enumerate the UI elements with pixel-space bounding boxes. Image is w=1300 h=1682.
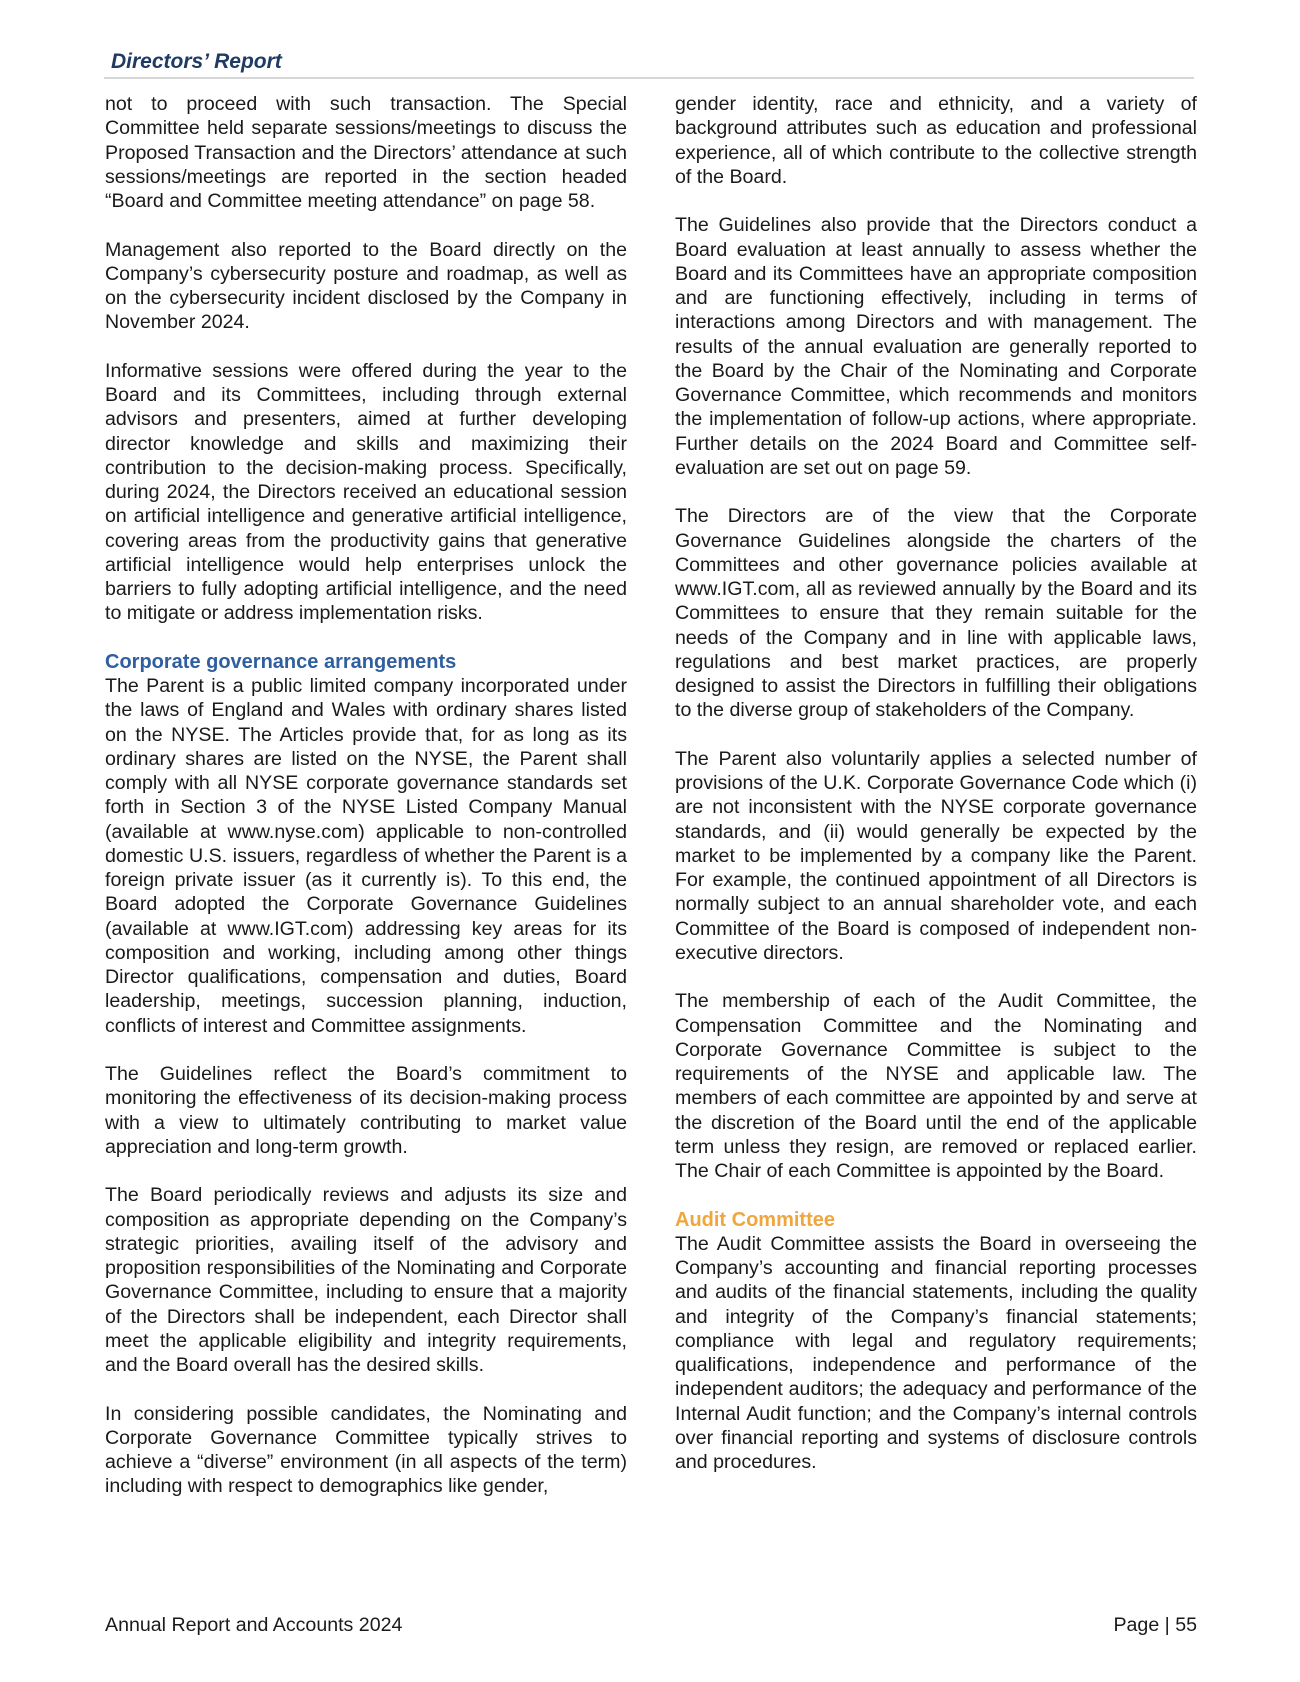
footer-page-number: Page | 55 (1113, 1614, 1197, 1636)
header-divider (104, 77, 1194, 79)
paragraph: gender identity, race and ethnicity, and a variety of background attributes such as education and professional experience, all of which contribute to the collective strength of the Board. (675, 93, 1197, 188)
paragraph: The Guidelines reflect the Board’s commitment to monitoring the effectiveness of its decision-making process with a view to ultimately contributing to market value appreciation and long-term growth. (105, 1063, 627, 1158)
paragraph: Informative sessions were offered during the year to the Board and its Committees, including through external advisors and presenters, aimed at further developing director knowledge and skills and maximizing their contribution to the decision-making process. Specifically, during 2024, the Directors received an educational session on artificial intelligence and generative artificial intelligence, covering areas from the productivity gains that generative artificial intelligence would help enterprises unlock the barriers to fully adopting artificial intelligence, and the need to mitigate or address implementation risks. (105, 359, 627, 625)
paragraph: The Board periodically reviews and adjusts its size and composition as appropriate depending on the Company’s strategic priorities, availing itself of the advisory and proposition responsibilities of the Nominating and Corporate Governance Committee, including to ensure that a majority of the Directors shall be independent, each Director shall meet the applicable eligibility and integrity requirements, and the Board overall has the desired skills. (105, 1184, 627, 1376)
footer-report-title: Annual Report and Accounts 2024 (105, 1614, 403, 1636)
right-column (675, 92, 1197, 1499)
page-header-title: Directors’ Report (111, 50, 282, 73)
paragraph: not to proceed with such transaction. The Special Committee held separate sessions/meetings to discuss the Proposed Transaction and the Directors’ attendance at such sessions/meetings are reported in the section headed “Board and Committee meeting attendance” on page 58. (105, 93, 627, 212)
paragraph: The Parent is a public limited company incorporated under the laws of England and Wales with ordinary shares listed on the NYSE. The Articles provide that, for as long as its ordinary shares are listed on the NYSE, the Parent shall comply with all NYSE corporate governance standards set forth in Section 3 of the NYSE Listed Company Manual (available at www.nyse.com) applicable to non-controlled domestic U.S. issuers, regardless of whether the Parent is a foreign private issuer (as it currently is). To this end, the Board adopted the Corporate Governance Guidelines (available at www.IGT.com) addressing key areas for its composition and working, including among other things Director qualifications, compensation and duties, Board leadership, meetings, succession planning, induction, conflicts of interest and Committee assignments. (105, 675, 627, 1037)
paragraph: In considering possible candidates, the Nominating and Corporate Governance Committee typically strives to achieve a “diverse” environment (in all aspects of the term) including with respect to demographics like gender, (105, 1402, 627, 1498)
paragraph: The Guidelines also provide that the Directors conduct a Board evaluation at least annually to assess whether the Board and its Committees have an appropriate composition and are functioning effectively, including in terms of interactions among Directors and with management. The results of the annual evaluation are generally reported to the Board by the Chair of the Nominating and Corporate Governance Committee, which recommends and monitors the implementation of follow-up actions, where appropriate. Further details on the 2024 Board and Committee self-evaluation are set out on page 59. (675, 214, 1197, 479)
paragraph: The Audit Committee assists the Board in overseeing the Company’s accounting and financial reporting processes and audits of the financial statements, including the quality and integrity of the Company’s financial statements; compliance with legal and regulatory requirements; qualifications, independence and performance of the independent auditors; the adequacy and performance of the Internal Audit function; and the Company’s internal controls over financial reporting and systems of disclosure controls and procedures. (675, 1232, 1197, 1473)
left-column (105, 92, 627, 1523)
paragraph: Management also reported to the Board directly on the Company’s cybersecurity posture and roadmap, as well as on the cybersecurity incident disclosed by the Company in November 2024. (105, 238, 627, 334)
paragraph: The Directors are of the view that the Corporate Governance Guidelines alongside the charters of the Committees and other governance policies available at www.IGT.com, all as reviewed annually by the Board and its Committees to ensure that they remain suitable for the needs of the Company and in line with applicable laws, regulations and best market practices, are properly designed to assist the Directors in fulfilling their obligations to the diverse group of stakeholders of the Company. (675, 505, 1197, 722)
paragraph: The Parent also voluntarily applies a selected number of provisions of the U.K. Corporate Governance Code which (i) are not inconsistent with the NYSE corporate governance standards, and (ii) would generally be expected by the market to be implemented by a company like the Parent. For example, the continued appointment of all Directors is normally subject to an annual shareholder vote, and each Committee of the Board is composed of independent non-executive directors. (675, 747, 1197, 964)
section-heading-audit-committee: Audit Committee (675, 1208, 835, 1231)
section-heading-corporate-governance: Corporate governance arrangements (105, 650, 457, 673)
paragraph: The membership of each of the Audit Committee, the Compensation Committee and the Nominating and Corporate Governance Committee is subject to the requirements of the NYSE and applicable law. The members of each committee are appointed by and serve at the discretion of the Board until the end of the applicable term unless they resign, are removed or replaced earlier. The Chair of each Committee is appointed by the Board. (675, 990, 1197, 1182)
